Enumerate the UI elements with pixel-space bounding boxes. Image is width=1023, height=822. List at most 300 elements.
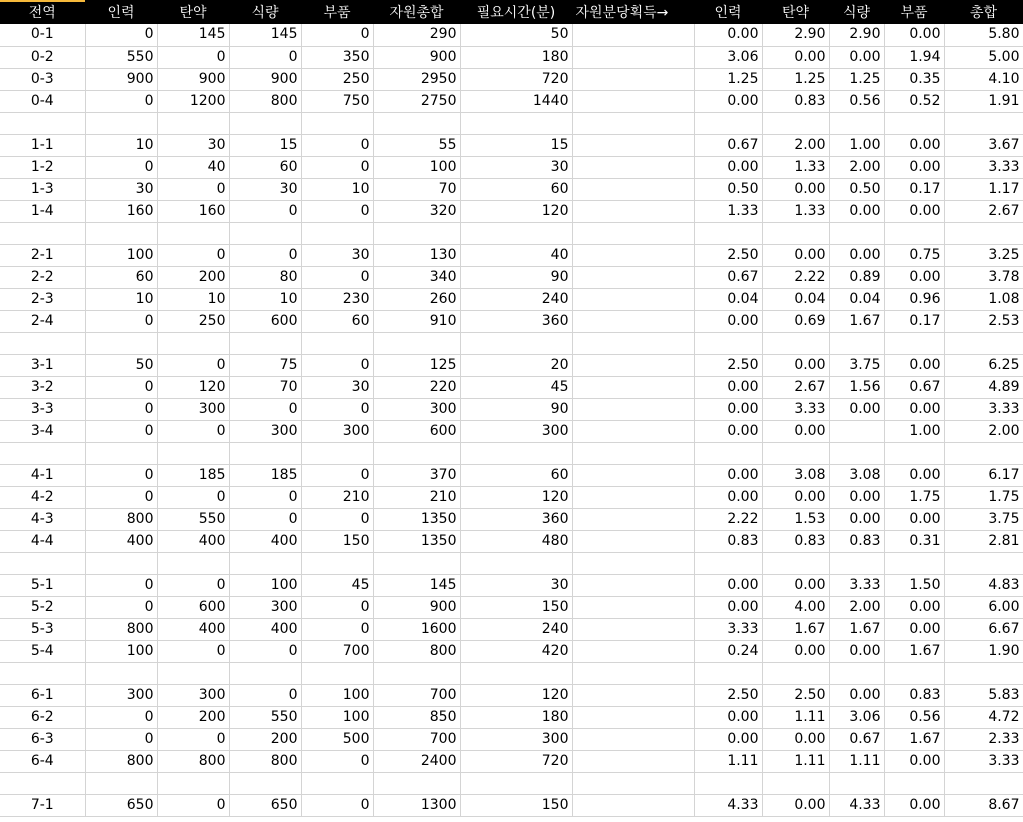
table-cell[interactable]: 3.75: [944, 508, 1023, 530]
table-cell[interactable]: 320: [373, 200, 460, 222]
table-cell[interactable]: 1.56: [829, 376, 884, 398]
table-cell[interactable]: 800: [85, 750, 157, 772]
table-cell[interactable]: 120: [460, 200, 572, 222]
table-cell[interactable]: 70: [373, 178, 460, 200]
table-cell[interactable]: 4.10: [944, 68, 1023, 90]
table-cell[interactable]: 0.00: [884, 750, 944, 772]
table-cell[interactable]: [460, 552, 572, 574]
table-cell[interactable]: 1.67: [762, 618, 829, 640]
table-cell[interactable]: [884, 332, 944, 354]
stage-cell[interactable]: 7-1: [0, 794, 85, 816]
table-cell[interactable]: [460, 222, 572, 244]
table-cell[interactable]: 1.33: [694, 200, 762, 222]
table-cell[interactable]: [460, 112, 572, 134]
table-cell[interactable]: 0: [157, 354, 229, 376]
table-cell[interactable]: 2.67: [762, 376, 829, 398]
table-cell[interactable]: 300: [157, 398, 229, 420]
column-header-3[interactable]: 식량: [229, 0, 301, 24]
table-cell[interactable]: 0.00: [829, 508, 884, 530]
table-cell[interactable]: [460, 332, 572, 354]
table-cell[interactable]: [301, 112, 373, 134]
table-cell[interactable]: [572, 288, 694, 310]
table-cell[interactable]: 30: [229, 178, 301, 200]
table-cell[interactable]: 0.67: [829, 728, 884, 750]
table-cell[interactable]: 0.00: [694, 24, 762, 46]
table-cell[interactable]: 0: [85, 376, 157, 398]
stage-cell[interactable]: 4-1: [0, 464, 85, 486]
table-cell[interactable]: 420: [460, 640, 572, 662]
table-cell[interactable]: 0: [157, 794, 229, 816]
table-cell[interactable]: 0.00: [884, 266, 944, 288]
table-cell[interactable]: [572, 90, 694, 112]
table-cell[interactable]: [572, 706, 694, 728]
table-cell[interactable]: 3.67: [944, 134, 1023, 156]
table-cell[interactable]: [572, 420, 694, 442]
table-cell[interactable]: 1.67: [884, 728, 944, 750]
table-cell[interactable]: [157, 552, 229, 574]
table-cell[interactable]: 0.50: [694, 178, 762, 200]
table-cell[interactable]: 1350: [373, 530, 460, 552]
table-cell[interactable]: [829, 112, 884, 134]
table-cell[interactable]: 60: [85, 266, 157, 288]
table-cell[interactable]: 700: [373, 684, 460, 706]
table-cell[interactable]: [944, 222, 1023, 244]
table-cell[interactable]: [572, 750, 694, 772]
table-cell[interactable]: [829, 772, 884, 794]
table-cell[interactable]: 0.00: [884, 24, 944, 46]
table-cell[interactable]: 0.00: [884, 464, 944, 486]
stage-cell[interactable]: 3-2: [0, 376, 85, 398]
table-cell[interactable]: 0.00: [829, 486, 884, 508]
table-cell[interactable]: 700: [373, 728, 460, 750]
table-cell[interactable]: 3.08: [829, 464, 884, 486]
table-cell[interactable]: 300: [460, 420, 572, 442]
table-cell[interactable]: 200: [157, 266, 229, 288]
column-header-1[interactable]: 인력: [85, 0, 157, 24]
table-cell[interactable]: 3.75: [829, 354, 884, 376]
table-cell[interactable]: [884, 112, 944, 134]
table-cell[interactable]: 0.00: [829, 200, 884, 222]
table-cell[interactable]: [301, 332, 373, 354]
table-cell[interactable]: 30: [301, 376, 373, 398]
table-cell[interactable]: 15: [229, 134, 301, 156]
table-cell[interactable]: 0.17: [884, 310, 944, 332]
table-cell[interactable]: 150: [301, 530, 373, 552]
table-cell[interactable]: [460, 772, 572, 794]
table-cell[interactable]: 0: [85, 90, 157, 112]
table-cell[interactable]: 0.35: [884, 68, 944, 90]
table-cell[interactable]: 0.00: [694, 706, 762, 728]
table-cell[interactable]: 10: [85, 134, 157, 156]
table-cell[interactable]: 0.00: [884, 200, 944, 222]
table-cell[interactable]: 0.83: [829, 530, 884, 552]
table-cell[interactable]: 2.90: [762, 24, 829, 46]
table-cell[interactable]: 0.00: [694, 398, 762, 420]
table-cell[interactable]: 1.00: [829, 134, 884, 156]
table-cell[interactable]: 0.00: [762, 486, 829, 508]
table-cell[interactable]: 0: [301, 354, 373, 376]
table-cell[interactable]: 10: [85, 288, 157, 310]
stage-cell[interactable]: 2-2: [0, 266, 85, 288]
table-cell[interactable]: 2.22: [694, 508, 762, 530]
table-cell[interactable]: 1.94: [884, 46, 944, 68]
table-cell[interactable]: [572, 200, 694, 222]
table-cell[interactable]: [229, 222, 301, 244]
table-cell[interactable]: 300: [460, 728, 572, 750]
table-cell[interactable]: [572, 618, 694, 640]
table-cell[interactable]: 0.00: [762, 574, 829, 596]
table-cell[interactable]: [157, 332, 229, 354]
table-cell[interactable]: [944, 442, 1023, 464]
stage-cell[interactable]: 5-2: [0, 596, 85, 618]
table-cell[interactable]: 30: [460, 574, 572, 596]
table-cell[interactable]: [373, 662, 460, 684]
table-cell[interactable]: 3.33: [694, 618, 762, 640]
table-cell[interactable]: 0.56: [884, 706, 944, 728]
table-cell[interactable]: 260: [373, 288, 460, 310]
table-cell[interactable]: [572, 68, 694, 90]
table-cell[interactable]: 2.00: [829, 156, 884, 178]
table-cell[interactable]: [85, 772, 157, 794]
stage-cell[interactable]: 3-3: [0, 398, 85, 420]
table-cell[interactable]: 0: [85, 156, 157, 178]
table-cell[interactable]: 40: [460, 244, 572, 266]
table-cell[interactable]: 0.83: [884, 684, 944, 706]
table-cell[interactable]: 0: [85, 398, 157, 420]
stage-cell[interactable]: 0-2: [0, 46, 85, 68]
table-cell[interactable]: [572, 112, 694, 134]
stage-cell[interactable]: 5-1: [0, 574, 85, 596]
table-cell[interactable]: 0.52: [884, 90, 944, 112]
table-cell[interactable]: 2750: [373, 90, 460, 112]
table-cell[interactable]: 3.06: [694, 46, 762, 68]
table-cell[interactable]: 0: [301, 24, 373, 46]
table-cell[interactable]: [572, 552, 694, 574]
table-cell[interactable]: [157, 662, 229, 684]
column-header-8[interactable]: 인력: [694, 0, 762, 24]
table-cell[interactable]: 185: [229, 464, 301, 486]
table-cell[interactable]: 800: [157, 750, 229, 772]
table-cell[interactable]: [301, 662, 373, 684]
table-cell[interactable]: 300: [157, 684, 229, 706]
table-cell[interactable]: 0.56: [829, 90, 884, 112]
table-cell[interactable]: 0.00: [762, 244, 829, 266]
table-cell[interactable]: 0.04: [829, 288, 884, 310]
table-cell[interactable]: 0: [301, 156, 373, 178]
table-cell[interactable]: 1600: [373, 618, 460, 640]
stage-cell[interactable]: 0-4: [0, 90, 85, 112]
table-cell[interactable]: 0.00: [694, 420, 762, 442]
stage-cell[interactable]: 1-1: [0, 134, 85, 156]
table-cell[interactable]: 4.33: [829, 794, 884, 816]
table-cell[interactable]: 10: [301, 178, 373, 200]
table-cell[interactable]: 150: [460, 596, 572, 618]
table-cell[interactable]: 120: [157, 376, 229, 398]
table-cell[interactable]: [572, 442, 694, 464]
table-cell[interactable]: [884, 222, 944, 244]
table-cell[interactable]: 30: [85, 178, 157, 200]
table-cell[interactable]: 0: [229, 684, 301, 706]
table-cell[interactable]: 0: [85, 24, 157, 46]
stage-cell[interactable]: 3-4: [0, 420, 85, 442]
column-header-0[interactable]: 전역: [0, 0, 85, 24]
table-cell[interactable]: 145: [157, 24, 229, 46]
table-cell[interactable]: 0.00: [762, 420, 829, 442]
table-cell[interactable]: 0.00: [829, 244, 884, 266]
table-cell[interactable]: 370: [373, 464, 460, 486]
table-cell[interactable]: 0.75: [884, 244, 944, 266]
table-cell[interactable]: 0.00: [884, 156, 944, 178]
table-cell[interactable]: 2.50: [694, 244, 762, 266]
table-cell[interactable]: 1.11: [829, 750, 884, 772]
table-cell[interactable]: 0: [85, 464, 157, 486]
table-cell[interactable]: 1.25: [762, 68, 829, 90]
table-cell[interactable]: 4.89: [944, 376, 1023, 398]
table-cell[interactable]: [301, 772, 373, 794]
table-cell[interactable]: [85, 332, 157, 354]
table-cell[interactable]: 0: [301, 596, 373, 618]
table-cell[interactable]: [694, 442, 762, 464]
table-cell[interactable]: 70: [229, 376, 301, 398]
table-cell[interactable]: 30: [460, 156, 572, 178]
stage-cell[interactable]: 2-4: [0, 310, 85, 332]
table-cell[interactable]: 0: [301, 508, 373, 530]
table-cell[interactable]: [373, 112, 460, 134]
table-cell[interactable]: [85, 552, 157, 574]
table-cell[interactable]: [884, 662, 944, 684]
table-cell[interactable]: 75: [229, 354, 301, 376]
table-cell[interactable]: 130: [373, 244, 460, 266]
table-cell[interactable]: [694, 332, 762, 354]
stage-cell[interactable]: 3-1: [0, 354, 85, 376]
table-cell[interactable]: 0.00: [694, 728, 762, 750]
table-cell[interactable]: 50: [460, 24, 572, 46]
table-cell[interactable]: 0.96: [884, 288, 944, 310]
table-cell[interactable]: 1.67: [829, 618, 884, 640]
stage-cell[interactable]: 1-4: [0, 200, 85, 222]
table-cell[interactable]: 200: [157, 706, 229, 728]
table-cell[interactable]: 600: [229, 310, 301, 332]
table-cell[interactable]: 60: [301, 310, 373, 332]
table-cell[interactable]: 0: [301, 134, 373, 156]
table-cell[interactable]: 850: [373, 706, 460, 728]
table-cell[interactable]: 1.08: [944, 288, 1023, 310]
table-cell[interactable]: 0: [301, 266, 373, 288]
table-cell[interactable]: [572, 24, 694, 46]
table-cell[interactable]: 200: [229, 728, 301, 750]
table-cell[interactable]: 60: [229, 156, 301, 178]
table-cell[interactable]: 0.00: [829, 684, 884, 706]
table-cell[interactable]: [373, 552, 460, 574]
column-header-9[interactable]: 탄약: [762, 0, 829, 24]
column-header-2[interactable]: 탄약: [157, 0, 229, 24]
table-cell[interactable]: 550: [229, 706, 301, 728]
table-cell[interactable]: 900: [157, 68, 229, 90]
table-cell[interactable]: 0: [157, 178, 229, 200]
table-cell[interactable]: 1.11: [762, 706, 829, 728]
table-cell[interactable]: 0: [85, 310, 157, 332]
table-cell[interactable]: 100: [229, 574, 301, 596]
table-cell[interactable]: 0: [229, 508, 301, 530]
table-cell[interactable]: [301, 552, 373, 574]
table-cell[interactable]: 550: [85, 46, 157, 68]
table-cell[interactable]: [572, 486, 694, 508]
table-cell[interactable]: 750: [301, 90, 373, 112]
table-cell[interactable]: 0: [157, 244, 229, 266]
table-cell[interactable]: [572, 266, 694, 288]
column-header-12[interactable]: 총합: [944, 0, 1023, 24]
table-cell[interactable]: 3.33: [944, 398, 1023, 420]
table-cell[interactable]: 0.04: [762, 288, 829, 310]
stage-cell[interactable]: 4-2: [0, 486, 85, 508]
table-cell[interactable]: 2.22: [762, 266, 829, 288]
table-cell[interactable]: 1.67: [884, 640, 944, 662]
table-cell[interactable]: 0.00: [829, 640, 884, 662]
table-cell[interactable]: 1.25: [829, 68, 884, 90]
table-cell[interactable]: 210: [301, 486, 373, 508]
table-cell[interactable]: 250: [301, 68, 373, 90]
table-cell[interactable]: 2.50: [694, 354, 762, 376]
table-cell[interactable]: 300: [301, 420, 373, 442]
table-cell[interactable]: 40: [157, 156, 229, 178]
table-cell[interactable]: [762, 772, 829, 794]
table-cell[interactable]: [944, 662, 1023, 684]
table-cell[interactable]: 220: [373, 376, 460, 398]
table-cell[interactable]: 10: [157, 288, 229, 310]
table-cell[interactable]: 145: [373, 574, 460, 596]
table-cell[interactable]: 240: [460, 288, 572, 310]
table-cell[interactable]: 340: [373, 266, 460, 288]
table-cell[interactable]: [572, 508, 694, 530]
table-cell[interactable]: 0: [85, 574, 157, 596]
table-cell[interactable]: 300: [229, 420, 301, 442]
table-cell[interactable]: [762, 222, 829, 244]
table-cell[interactable]: 4.00: [762, 596, 829, 618]
table-cell[interactable]: [572, 376, 694, 398]
table-cell[interactable]: 250: [157, 310, 229, 332]
table-cell[interactable]: 550: [157, 508, 229, 530]
table-cell[interactable]: 0.67: [694, 134, 762, 156]
table-cell[interactable]: 6.17: [944, 464, 1023, 486]
table-cell[interactable]: 45: [301, 574, 373, 596]
table-cell[interactable]: [572, 728, 694, 750]
table-cell[interactable]: 800: [229, 90, 301, 112]
table-cell[interactable]: [373, 222, 460, 244]
table-cell[interactable]: 2.81: [944, 530, 1023, 552]
table-cell[interactable]: 10: [229, 288, 301, 310]
table-cell[interactable]: 2.50: [694, 684, 762, 706]
table-cell[interactable]: [373, 772, 460, 794]
stage-cell[interactable]: [0, 772, 85, 794]
table-cell[interactable]: 3.25: [944, 244, 1023, 266]
table-cell[interactable]: 0.00: [694, 486, 762, 508]
table-cell[interactable]: 360: [460, 508, 572, 530]
table-cell[interactable]: 800: [229, 750, 301, 772]
table-cell[interactable]: [694, 112, 762, 134]
table-cell[interactable]: 0.00: [694, 310, 762, 332]
table-cell[interactable]: 0.00: [762, 46, 829, 68]
table-cell[interactable]: 0: [85, 706, 157, 728]
table-cell[interactable]: 480: [460, 530, 572, 552]
table-cell[interactable]: [762, 112, 829, 134]
table-cell[interactable]: [229, 552, 301, 574]
table-cell[interactable]: 1300: [373, 794, 460, 816]
table-cell[interactable]: 0: [229, 244, 301, 266]
table-cell[interactable]: [944, 552, 1023, 574]
table-cell[interactable]: 3.33: [829, 574, 884, 596]
table-cell[interactable]: 185: [157, 464, 229, 486]
table-cell[interactable]: [829, 662, 884, 684]
table-cell[interactable]: 0.00: [884, 508, 944, 530]
table-cell[interactable]: [572, 310, 694, 332]
table-cell[interactable]: 900: [373, 596, 460, 618]
stage-cell[interactable]: [0, 222, 85, 244]
table-cell[interactable]: [884, 552, 944, 574]
stage-cell[interactable]: [0, 442, 85, 464]
table-cell[interactable]: 0: [157, 640, 229, 662]
table-cell[interactable]: 1.90: [944, 640, 1023, 662]
table-cell[interactable]: 0.17: [884, 178, 944, 200]
table-cell[interactable]: 100: [85, 640, 157, 662]
table-cell[interactable]: 900: [373, 46, 460, 68]
table-cell[interactable]: 160: [157, 200, 229, 222]
table-cell[interactable]: 0: [301, 200, 373, 222]
table-cell[interactable]: 2400: [373, 750, 460, 772]
table-cell[interactable]: 400: [85, 530, 157, 552]
table-cell[interactable]: [229, 332, 301, 354]
table-cell[interactable]: 3.33: [944, 750, 1023, 772]
table-cell[interactable]: 1.00: [884, 420, 944, 442]
table-cell[interactable]: 600: [373, 420, 460, 442]
stage-cell[interactable]: 2-1: [0, 244, 85, 266]
table-cell[interactable]: 100: [373, 156, 460, 178]
column-header-5[interactable]: 자원총합: [373, 0, 460, 24]
table-cell[interactable]: [572, 156, 694, 178]
table-cell[interactable]: 0.00: [829, 46, 884, 68]
table-cell[interactable]: [157, 772, 229, 794]
table-cell[interactable]: 100: [301, 684, 373, 706]
table-cell[interactable]: 800: [85, 508, 157, 530]
table-cell[interactable]: 2.53: [944, 310, 1023, 332]
table-cell[interactable]: [694, 772, 762, 794]
table-cell[interactable]: 30: [157, 134, 229, 156]
table-cell[interactable]: 3.78: [944, 266, 1023, 288]
table-cell[interactable]: 500: [301, 728, 373, 750]
table-cell[interactable]: 180: [460, 46, 572, 68]
stage-cell[interactable]: 1-3: [0, 178, 85, 200]
table-cell[interactable]: 80: [229, 266, 301, 288]
stage-cell[interactable]: 4-3: [0, 508, 85, 530]
table-cell[interactable]: [572, 794, 694, 816]
table-cell[interactable]: 4.83: [944, 574, 1023, 596]
table-cell[interactable]: 60: [460, 464, 572, 486]
table-cell[interactable]: [829, 552, 884, 574]
stage-cell[interactable]: [0, 112, 85, 134]
table-cell[interactable]: 360: [460, 310, 572, 332]
table-cell[interactable]: 0.83: [694, 530, 762, 552]
table-cell[interactable]: [229, 112, 301, 134]
table-cell[interactable]: [829, 222, 884, 244]
table-cell[interactable]: [829, 442, 884, 464]
table-cell[interactable]: 45: [460, 376, 572, 398]
table-cell[interactable]: 0: [157, 46, 229, 68]
table-cell[interactable]: 0: [157, 574, 229, 596]
table-cell[interactable]: [572, 178, 694, 200]
table-cell[interactable]: [301, 222, 373, 244]
table-cell[interactable]: 120: [460, 684, 572, 706]
table-cell[interactable]: [301, 442, 373, 464]
table-cell[interactable]: [694, 662, 762, 684]
